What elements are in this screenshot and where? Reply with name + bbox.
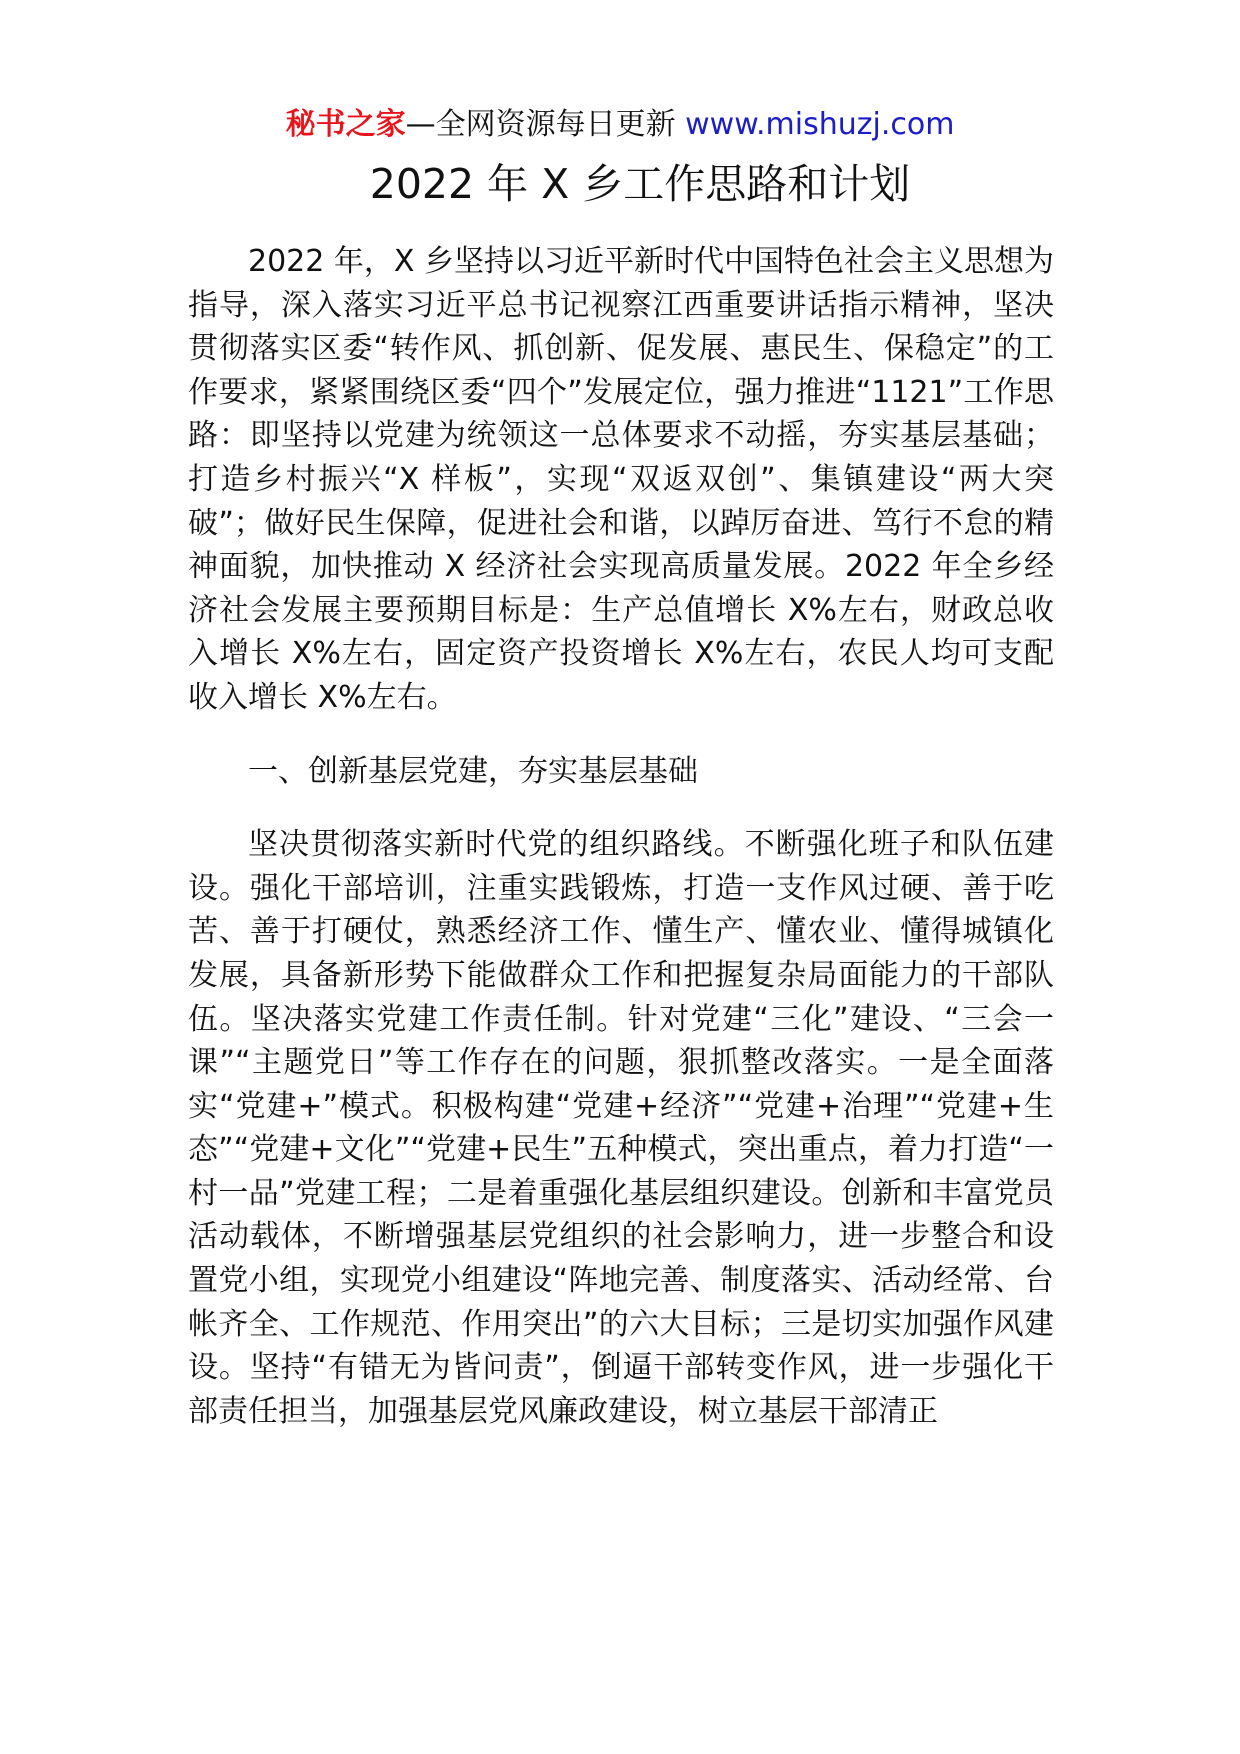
site-url[interactable]: www.mishuzj.com: [685, 107, 955, 142]
document-title: 2022 年 X 乡工作思路和计划: [369, 160, 911, 208]
site-tagline: —全网资源每日更新: [405, 107, 676, 142]
section-paragraph: 坚决贯彻落实新时代党的组织路线。不断强化班子和队伍建设。强化干部培训，注重实践锻炼，打造一支作风过硬、善于吃苦、善于打硬仗，熟悉经济工作、懂生产、懂农业、懂得城镇化发展，具备新形势下能做群众工作和把握复杂局面能力的干部队伍。坚决落实党建工作责任制。针对党建“三化”建设、“三会一课”“主题党日”等工作存在的问题，狠抓整改落实。一是全面落实“党建+”模式。积极构建“党建+经济”“党建+治理”“党建+生态”“党建+文化”“党建+民生”五种模式，突出重点，着力打造“一村一品”党建工程；二是着重强化基层组织建设。创新和丰富党员活动载体，不断增强基层党组织的社会影响力，进一步整合和设置党小组，实现党小组建设“阵地完善、制度落实、活动经常、台帐齐全、工作规范、作用突出”的六大目标；三是切实加强作风建设。坚持“有错无为皆问责”，倒逼干部转变作风，进一步强化干部责任担当，加强基层党风廉政建设，树立基层干部清正: [188, 827, 1054, 1429]
document-body: [188, 240, 1054, 1433]
site-banner: [0, 100, 1240, 150]
intro-paragraph: 2022 年，X 乡坚持以习近平新时代中国特色社会主义思想为指导，深入落实习近平总书记视察江西重要讲话指示精神，坚决贯彻落实区委“转作风、抓创新、促发展、惠民生、保稳定”的工作要求，紧紧围绕区委“四个”发展定位，强力推进“1121”工作思路：即坚持以党建为统领这一总体要求不动摇，夯实基层基础；打造乡村振兴“X 样板”，实现“双返双创”、集镇建设“两大突破”；做好民生保障，促进社会和谐，以踔厉奋进、笃行不怠的精神面貌，加快推动 X 经济社会实现高质量发展。2022 年全乡经济社会发展主要预期目标是：生产总值增长 X%左右，财政总收入增长 X%左右，固定资产投资增长 X%左右，农民人均可支配收入增长 X%左右。: [188, 244, 1054, 715]
section-heading: 一、创新基层党建，夯实基层基础: [248, 753, 698, 789]
site-brand: 秘书之家: [285, 107, 406, 142]
